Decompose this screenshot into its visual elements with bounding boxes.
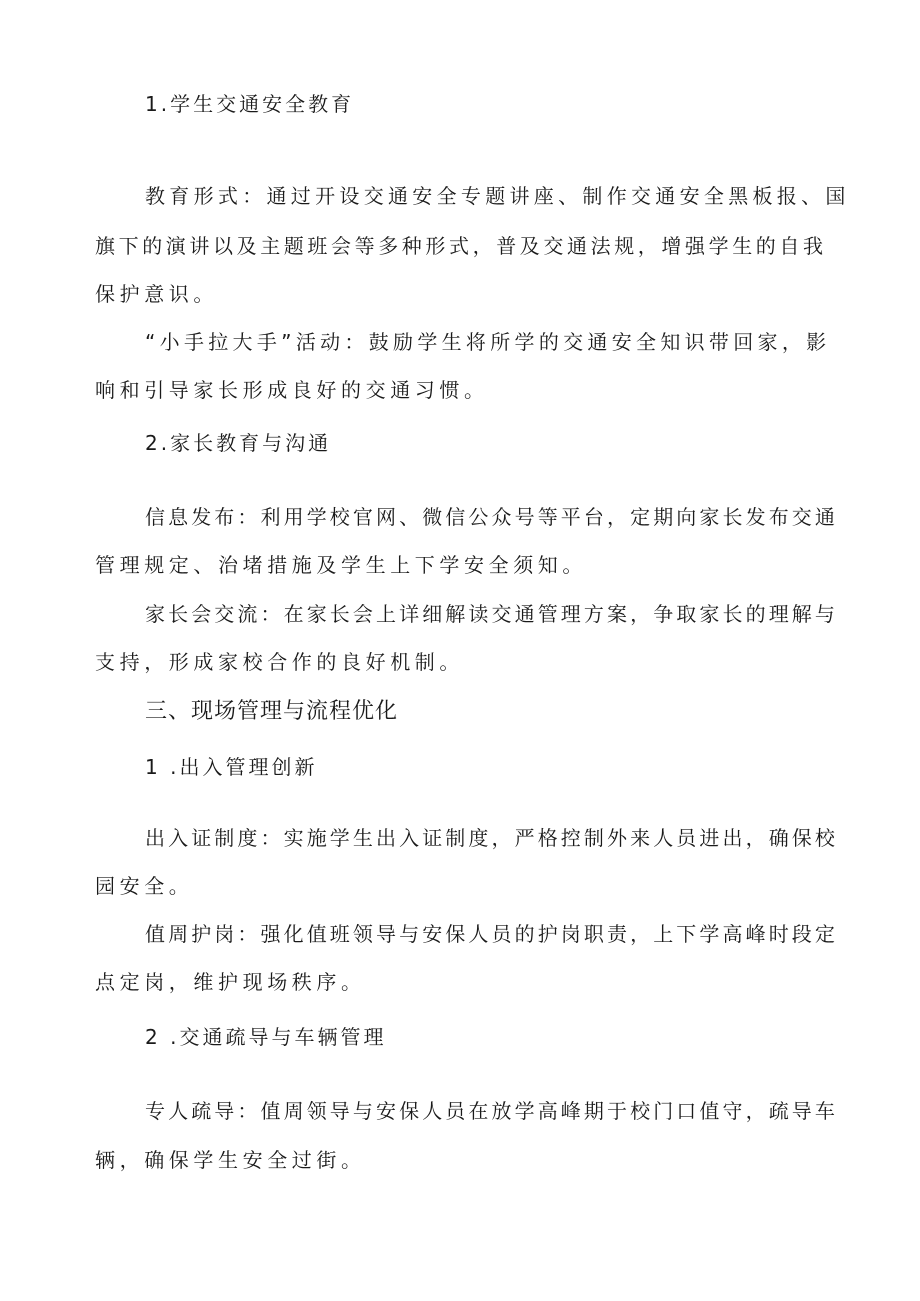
paragraph-line: 管理规定、治堵措施及学生上下学安全须知。 — [95, 553, 587, 577]
section-title-parent-education: 2.家长教育与沟通 — [145, 431, 332, 455]
paragraph-line: 家长会交流：在家长会上详细解读交通管理方案，争取家长的理解与 — [145, 602, 838, 626]
paragraph-line: 保护意识。 — [95, 282, 218, 306]
paragraph-line: 园安全。 — [95, 874, 194, 898]
paragraph-line: 值周护岗：强化值班领导与安保人员的护岗职责，上下学高峰时段定 — [145, 922, 838, 946]
paragraph-line: 支持，形成家校合作的良好机制。 — [95, 650, 464, 674]
paragraph-line: 辆，确保学生安全过街。 — [95, 1148, 366, 1172]
paragraph-line: 旗下的演讲以及主题班会等多种形式，普及交通法规，增强学生的自我 — [95, 234, 827, 258]
section-title-traffic-guidance: 2 .交通疏导与车辆管理 — [145, 1025, 387, 1049]
paragraph-line: 信息发布：利用学校官网、微信公众号等平台，定期向家长发布交通 — [145, 505, 838, 529]
section-title-student-education: 1.学生交通安全教育 — [145, 92, 355, 116]
paragraph-line: “小手拉大手”活动：鼓励学生将所学的交通安全知识带回家，影 — [145, 330, 831, 354]
paragraph-line: 出入证制度：实施学生出入证制度，严格控制外来人员进出，确保校 — [145, 826, 838, 850]
paragraph-line: 教育形式：通过开设交通安全专题讲座、制作交通安全黑板报、国 — [145, 184, 850, 208]
paragraph-line: 点定岗，维护现场秩序。 — [95, 970, 366, 994]
paragraph-line: 响和引导家长形成良好的交通习惯。 — [95, 378, 489, 402]
chapter-title-onsite-management: 三、现场管理与流程优化 — [145, 699, 399, 724]
section-title-access-management: 1 .出入管理创新 — [145, 755, 318, 779]
paragraph-line: 专人疏导：值周领导与安保人员在放学高峰期于校门口值守，疏导车 — [145, 1099, 838, 1123]
